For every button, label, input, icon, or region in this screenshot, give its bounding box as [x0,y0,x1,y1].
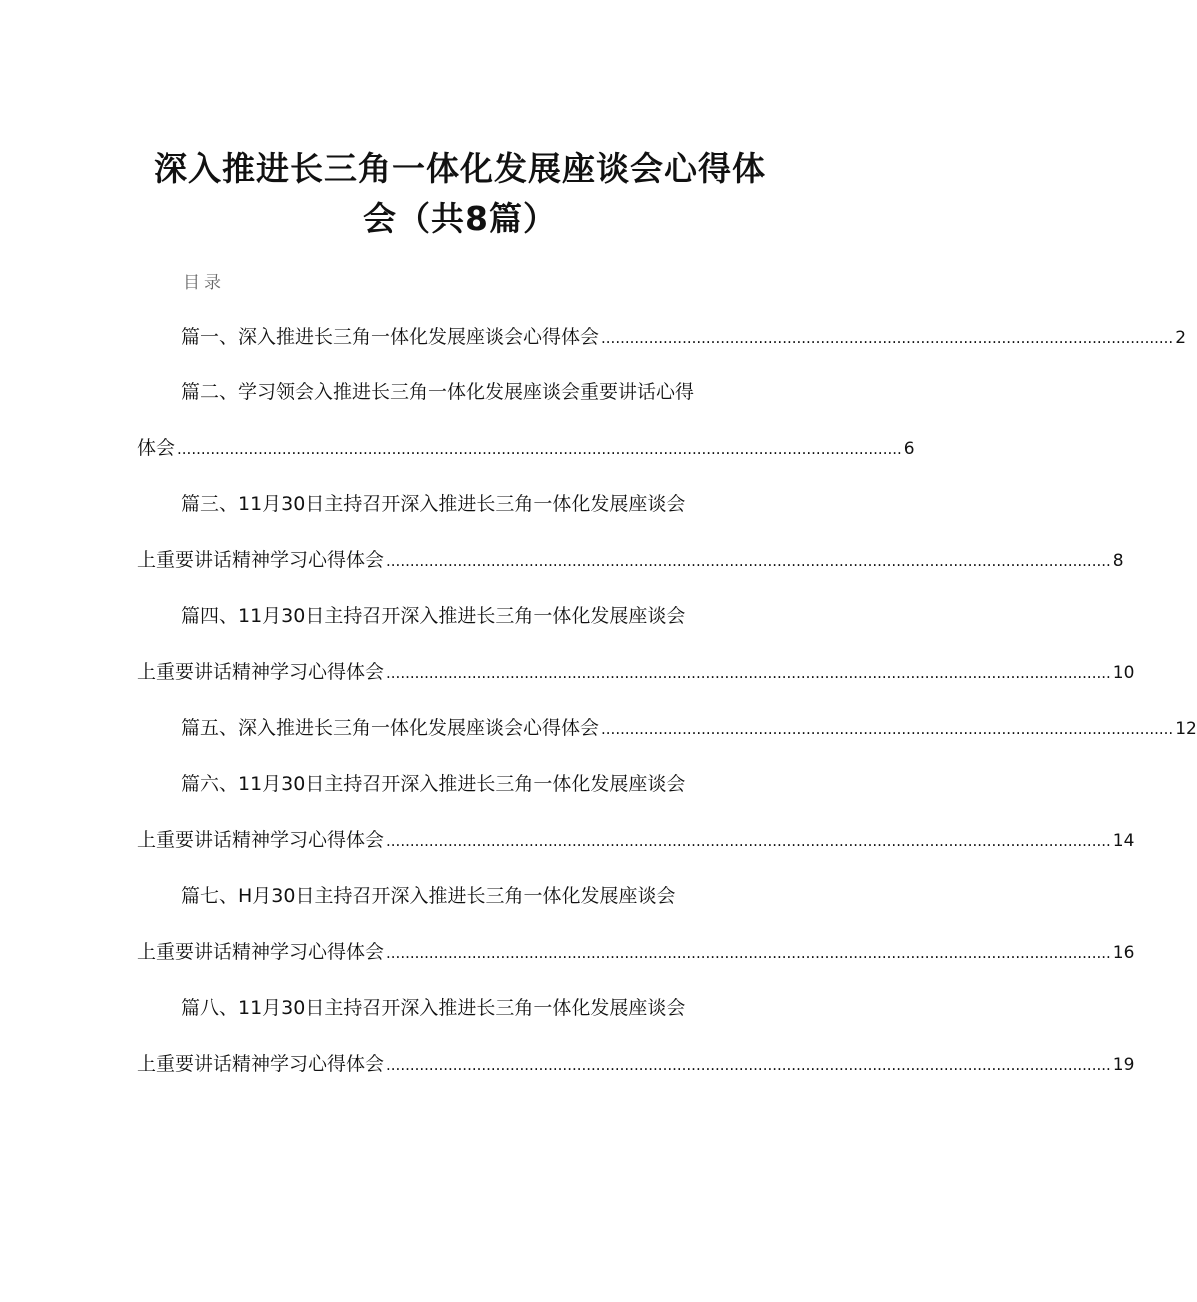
toc-page-number: 6 [903,439,915,459]
toc-heading: 目录 [183,273,225,293]
toc-entry-title: 篇一、深入推进长三角一体化发展座谈会心得体会 [181,326,600,348]
toc-entry-title: 篇四、11月30日主持召开深入推进长三角一体化发展座谈会 [181,605,686,627]
toc-entry-8-line-1[interactable] [181,993,685,1023]
toc-page-number: 19 [1112,1055,1135,1075]
toc-leader-dots: ........................................................................................................................................................ [386,944,1111,962]
toc-page-number: 14 [1112,831,1135,851]
toc-leader-dots: ........................................................................................................................ [601,329,1174,347]
toc-entry-8-line-2[interactable] [137,1049,1135,1079]
toc-entry-5[interactable] [181,713,1197,743]
toc-entry-3-line-1[interactable] [181,489,685,519]
toc-page-number: 10 [1112,663,1135,683]
document-title-line-2: 会（共8篇） [363,199,557,238]
toc-leader-dots: ........................................................................................................................................................ [386,832,1111,850]
document-title-line-1: 深入推进长三角一体化发展座谈会心得体 [154,149,766,188]
toc-entry-title-continued: 上重要讲话精神学习心得体会 [137,549,385,571]
toc-entry-6-line-1[interactable] [181,769,685,799]
toc-entry-title: 篇二、学习领会入推进长三角一体化发展座谈会重要讲话心得 [181,381,695,403]
toc-entry-6-line-2[interactable] [137,825,1135,855]
toc-entry-title-continued: 上重要讲话精神学习心得体会 [137,829,385,851]
toc-entry-7-line-1[interactable] [181,881,675,911]
toc-entry-title: 篇八、11月30日主持召开深入推进长三角一体化发展座谈会 [181,997,686,1019]
toc-entry-title: 篇三、11月30日主持召开深入推进长三角一体化发展座谈会 [181,493,686,515]
toc-entry-title: 篇五、深入推进长三角一体化发展座谈会心得体会 [181,717,600,739]
toc-entry-1[interactable] [181,322,1187,352]
toc-leader-dots: ........................................................................................................................ [601,720,1174,738]
toc-page-number: 2 [1175,328,1187,348]
toc-leader-dots: ........................................................................................................................................................ [386,1056,1111,1074]
toc-page-number: 12 [1175,719,1197,739]
toc-entry-2-line-1[interactable] [181,377,694,407]
toc-entry-title-continued: 上重要讲话精神学习心得体会 [137,1053,385,1075]
toc-page-number: 16 [1112,943,1135,963]
toc-entry-4-line-1[interactable] [181,601,685,631]
toc-entry-3-line-2[interactable] [137,545,1124,575]
toc-entry-title-continued: 体会 [137,437,176,459]
toc-page-number: 8 [1112,551,1124,571]
toc-entry-2-line-2[interactable] [137,433,915,463]
toc-entry-7-line-2[interactable] [137,937,1135,967]
toc-entry-4-line-2[interactable] [137,657,1135,687]
toc-leader-dots: ........................................................................................................................................................ [177,440,902,458]
toc-entry-title-continued: 上重要讲话精神学习心得体会 [137,661,385,683]
toc-entry-title: 篇六、11月30日主持召开深入推进长三角一体化发展座谈会 [181,773,686,795]
toc-leader-dots: ........................................................................................................................................................ [386,664,1111,682]
toc-entry-title-continued: 上重要讲话精神学习心得体会 [137,941,385,963]
toc-leader-dots: ........................................................................................................................................................ [386,552,1111,570]
toc-entry-title: 篇七、H月30日主持召开深入推进长三角一体化发展座谈会 [181,885,676,907]
